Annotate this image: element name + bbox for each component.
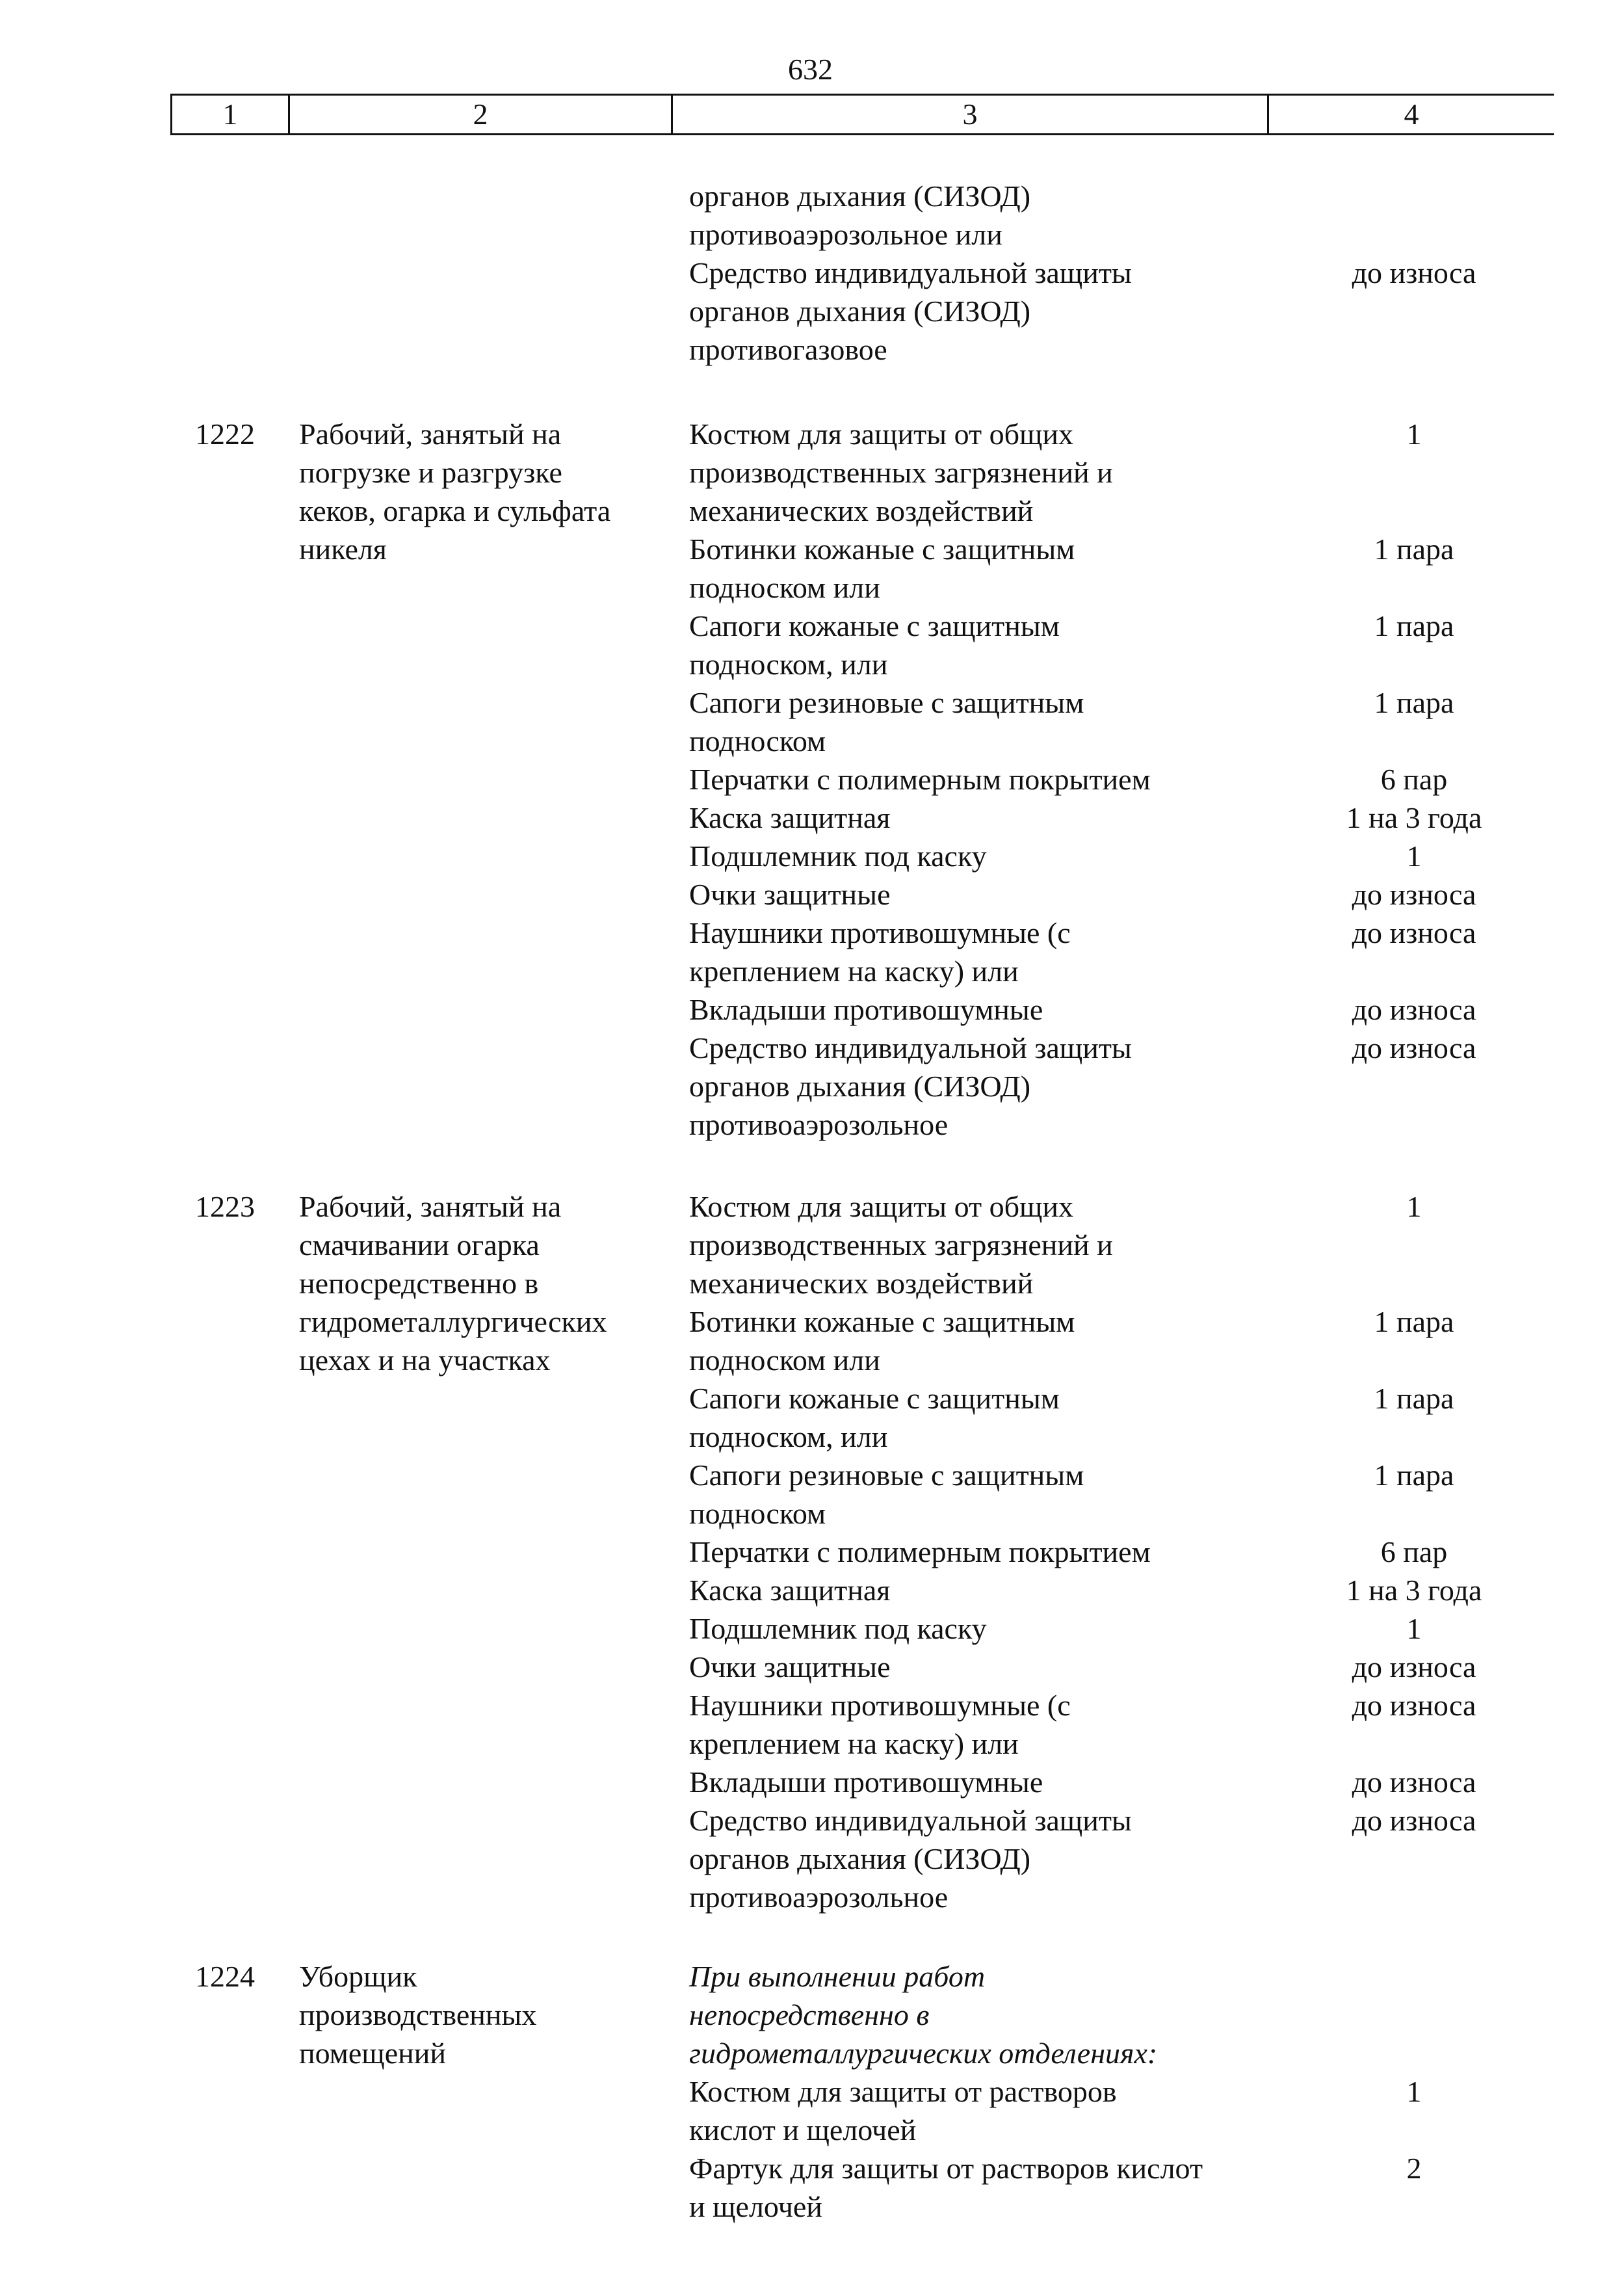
ppe-item-name: креплением на каску) или (689, 1727, 1019, 1760)
ppe-item-name: Очки защитные (689, 1650, 891, 1683)
ppe-item-name: Подшлемник под каску (689, 839, 987, 873)
ppe-item-quantity: 1 (1406, 417, 1422, 451)
ppe-item-quantity: 2 (1406, 2152, 1422, 2185)
ppe-item-name: Каска защитная (689, 1574, 891, 1607)
ppe-item-name: органов дыхания (СИЗОД) (689, 179, 1031, 213)
work-condition-subheading: гидрометаллургических отделениях: (689, 2037, 1158, 2070)
ppe-item-quantity: до износа (1352, 1689, 1476, 1722)
ppe-item-name: Средство индивидуальной защиты (689, 256, 1132, 289)
ppe-item-name: и щелочей (689, 2190, 822, 2223)
ppe-item-name: противоаэрозольное или (689, 218, 1002, 251)
entry-number: 1223 (195, 1190, 255, 1223)
ppe-item-name: подноском, или (689, 648, 888, 681)
ppe-item-name: механических воздействий (689, 494, 1034, 527)
column-header-2: 2 (289, 95, 672, 135)
page-number: 632 (788, 53, 833, 86)
ppe-item-name: подноском, или (689, 1420, 888, 1453)
ppe-item-name: органов дыхания (СИЗОД) (689, 295, 1031, 328)
ppe-item-quantity: 1 на 3 года (1346, 1574, 1482, 1607)
ppe-item-name: Ботинки кожаные с защитным (689, 1305, 1075, 1338)
ppe-item-name: подноском или (689, 1343, 880, 1377)
column-header-1: 1 (172, 95, 289, 135)
ppe-item-quantity: до износа (1352, 1031, 1476, 1064)
ppe-item-name: подноском или (689, 571, 880, 604)
ppe-item-quantity: 1 (1406, 839, 1422, 873)
column-header-3: 3 (672, 95, 1268, 135)
occupation-name: помещений (299, 2037, 446, 2070)
ppe-item-name: Сапоги кожаные с защитным (689, 609, 1060, 642)
ppe-item-name: Подшлемник под каску (689, 1612, 987, 1645)
ppe-item-name: Сапоги кожаные с защитным (689, 1382, 1060, 1415)
ppe-item-name: креплением на каску) или (689, 955, 1019, 988)
ppe-item-name: Ботинки кожаные с защитным (689, 533, 1075, 566)
ppe-item-quantity: 1 пара (1374, 1382, 1454, 1415)
ppe-item-quantity: до износа (1352, 1765, 1476, 1799)
ppe-item-name: Перчатки с полимерным покрытием (689, 763, 1151, 796)
occupation-name: Рабочий, занятый на (299, 417, 562, 451)
work-condition-subheading: При выполнении работ (689, 1960, 986, 1993)
ppe-item-name: механических воздействий (689, 1267, 1034, 1300)
ppe-item-quantity: до износа (1352, 916, 1476, 949)
ppe-item-name: Средство индивидуальной защиты (689, 1804, 1132, 1837)
ppe-item-name: Вкладыши противошумные (689, 1765, 1043, 1799)
entry-number: 1224 (195, 1960, 255, 1993)
ppe-item-name: Наушники противошумные (с (689, 1689, 1071, 1722)
ppe-item-quantity: 1 пара (1374, 1305, 1454, 1338)
occupation-name: погрузке и разгрузке (299, 456, 562, 489)
work-condition-subheading: непосредственно в (689, 1998, 930, 2031)
ppe-item-name: Вкладыши противошумные (689, 993, 1043, 1026)
ppe-item-name: противоаэрозольное (689, 1880, 949, 1914)
ppe-item-name: органов дыхания (СИЗОД) (689, 1842, 1031, 1875)
occupation-name: кеков, огарка и сульфата (299, 494, 611, 527)
ppe-item-quantity: до износа (1352, 878, 1476, 911)
ppe-item-quantity: 1 пара (1374, 609, 1454, 642)
ppe-item-name: Фартук для защиты от растворов кислот (689, 2152, 1203, 2185)
ppe-item-name: производственных загрязнений и (689, 456, 1113, 489)
ppe-item-name: Сапоги резиновые с защитным (689, 686, 1084, 719)
occupation-name: цехах и на участках (299, 1343, 551, 1377)
ppe-item-quantity: до износа (1352, 1650, 1476, 1683)
ppe-item-quantity: до износа (1352, 256, 1476, 289)
ppe-item-quantity: 1 пара (1374, 686, 1454, 719)
occupation-name: Рабочий, занятый на (299, 1190, 562, 1223)
ppe-item-name: Каска защитная (689, 801, 891, 834)
occupation-name: гидрометаллургических (299, 1305, 607, 1338)
ppe-item-name: противогазовое (689, 333, 887, 366)
ppe-item-name: Перчатки с полимерным покрытием (689, 1535, 1151, 1568)
ppe-item-name: Костюм для защиты от общих (689, 417, 1074, 451)
ppe-item-quantity: 6 пар (1380, 763, 1448, 796)
ppe-item-name: производственных загрязнений и (689, 1228, 1113, 1261)
ppe-item-quantity: до износа (1352, 993, 1476, 1026)
ppe-item-name: Сапоги резиновые с защитным (689, 1458, 1084, 1492)
column-header-4: 4 (1268, 95, 1554, 135)
occupation-name: Уборщик (299, 1960, 417, 1993)
ppe-item-name: Средство индивидуальной защиты (689, 1031, 1132, 1064)
occupation-name: непосредственно в (299, 1267, 539, 1300)
ppe-item-name: Костюм для защиты от растворов (689, 2075, 1117, 2108)
ppe-item-name: подноском (689, 724, 826, 758)
ppe-item-name: противоаэрозольное (689, 1108, 949, 1141)
ppe-item-name: кислот и щелочей (689, 2113, 917, 2146)
ppe-item-quantity: до износа (1352, 1804, 1476, 1837)
ppe-item-quantity: 6 пар (1380, 1535, 1448, 1568)
ppe-item-name: органов дыхания (СИЗОД) (689, 1070, 1031, 1103)
ppe-item-quantity: 1 пара (1374, 533, 1454, 566)
ppe-item-quantity: 1 пара (1374, 1458, 1454, 1492)
occupation-name: никеля (299, 533, 387, 566)
entry-number: 1222 (195, 417, 255, 451)
ppe-item-name: Костюм для защиты от общих (689, 1190, 1074, 1223)
occupation-name: производственных (299, 1998, 537, 2031)
column-header-row (170, 94, 1554, 135)
ppe-item-quantity: 1 на 3 года (1346, 801, 1482, 834)
ppe-item-name: Наушники противошумные (с (689, 916, 1071, 949)
ppe-item-name: Очки защитные (689, 878, 891, 911)
occupation-name: смачивании огарка (299, 1228, 540, 1261)
ppe-item-quantity: 1 (1406, 1612, 1422, 1645)
ppe-item-quantity: 1 (1406, 1190, 1422, 1223)
ppe-item-quantity: 1 (1406, 2075, 1422, 2108)
ppe-item-name: подноском (689, 1497, 826, 1530)
